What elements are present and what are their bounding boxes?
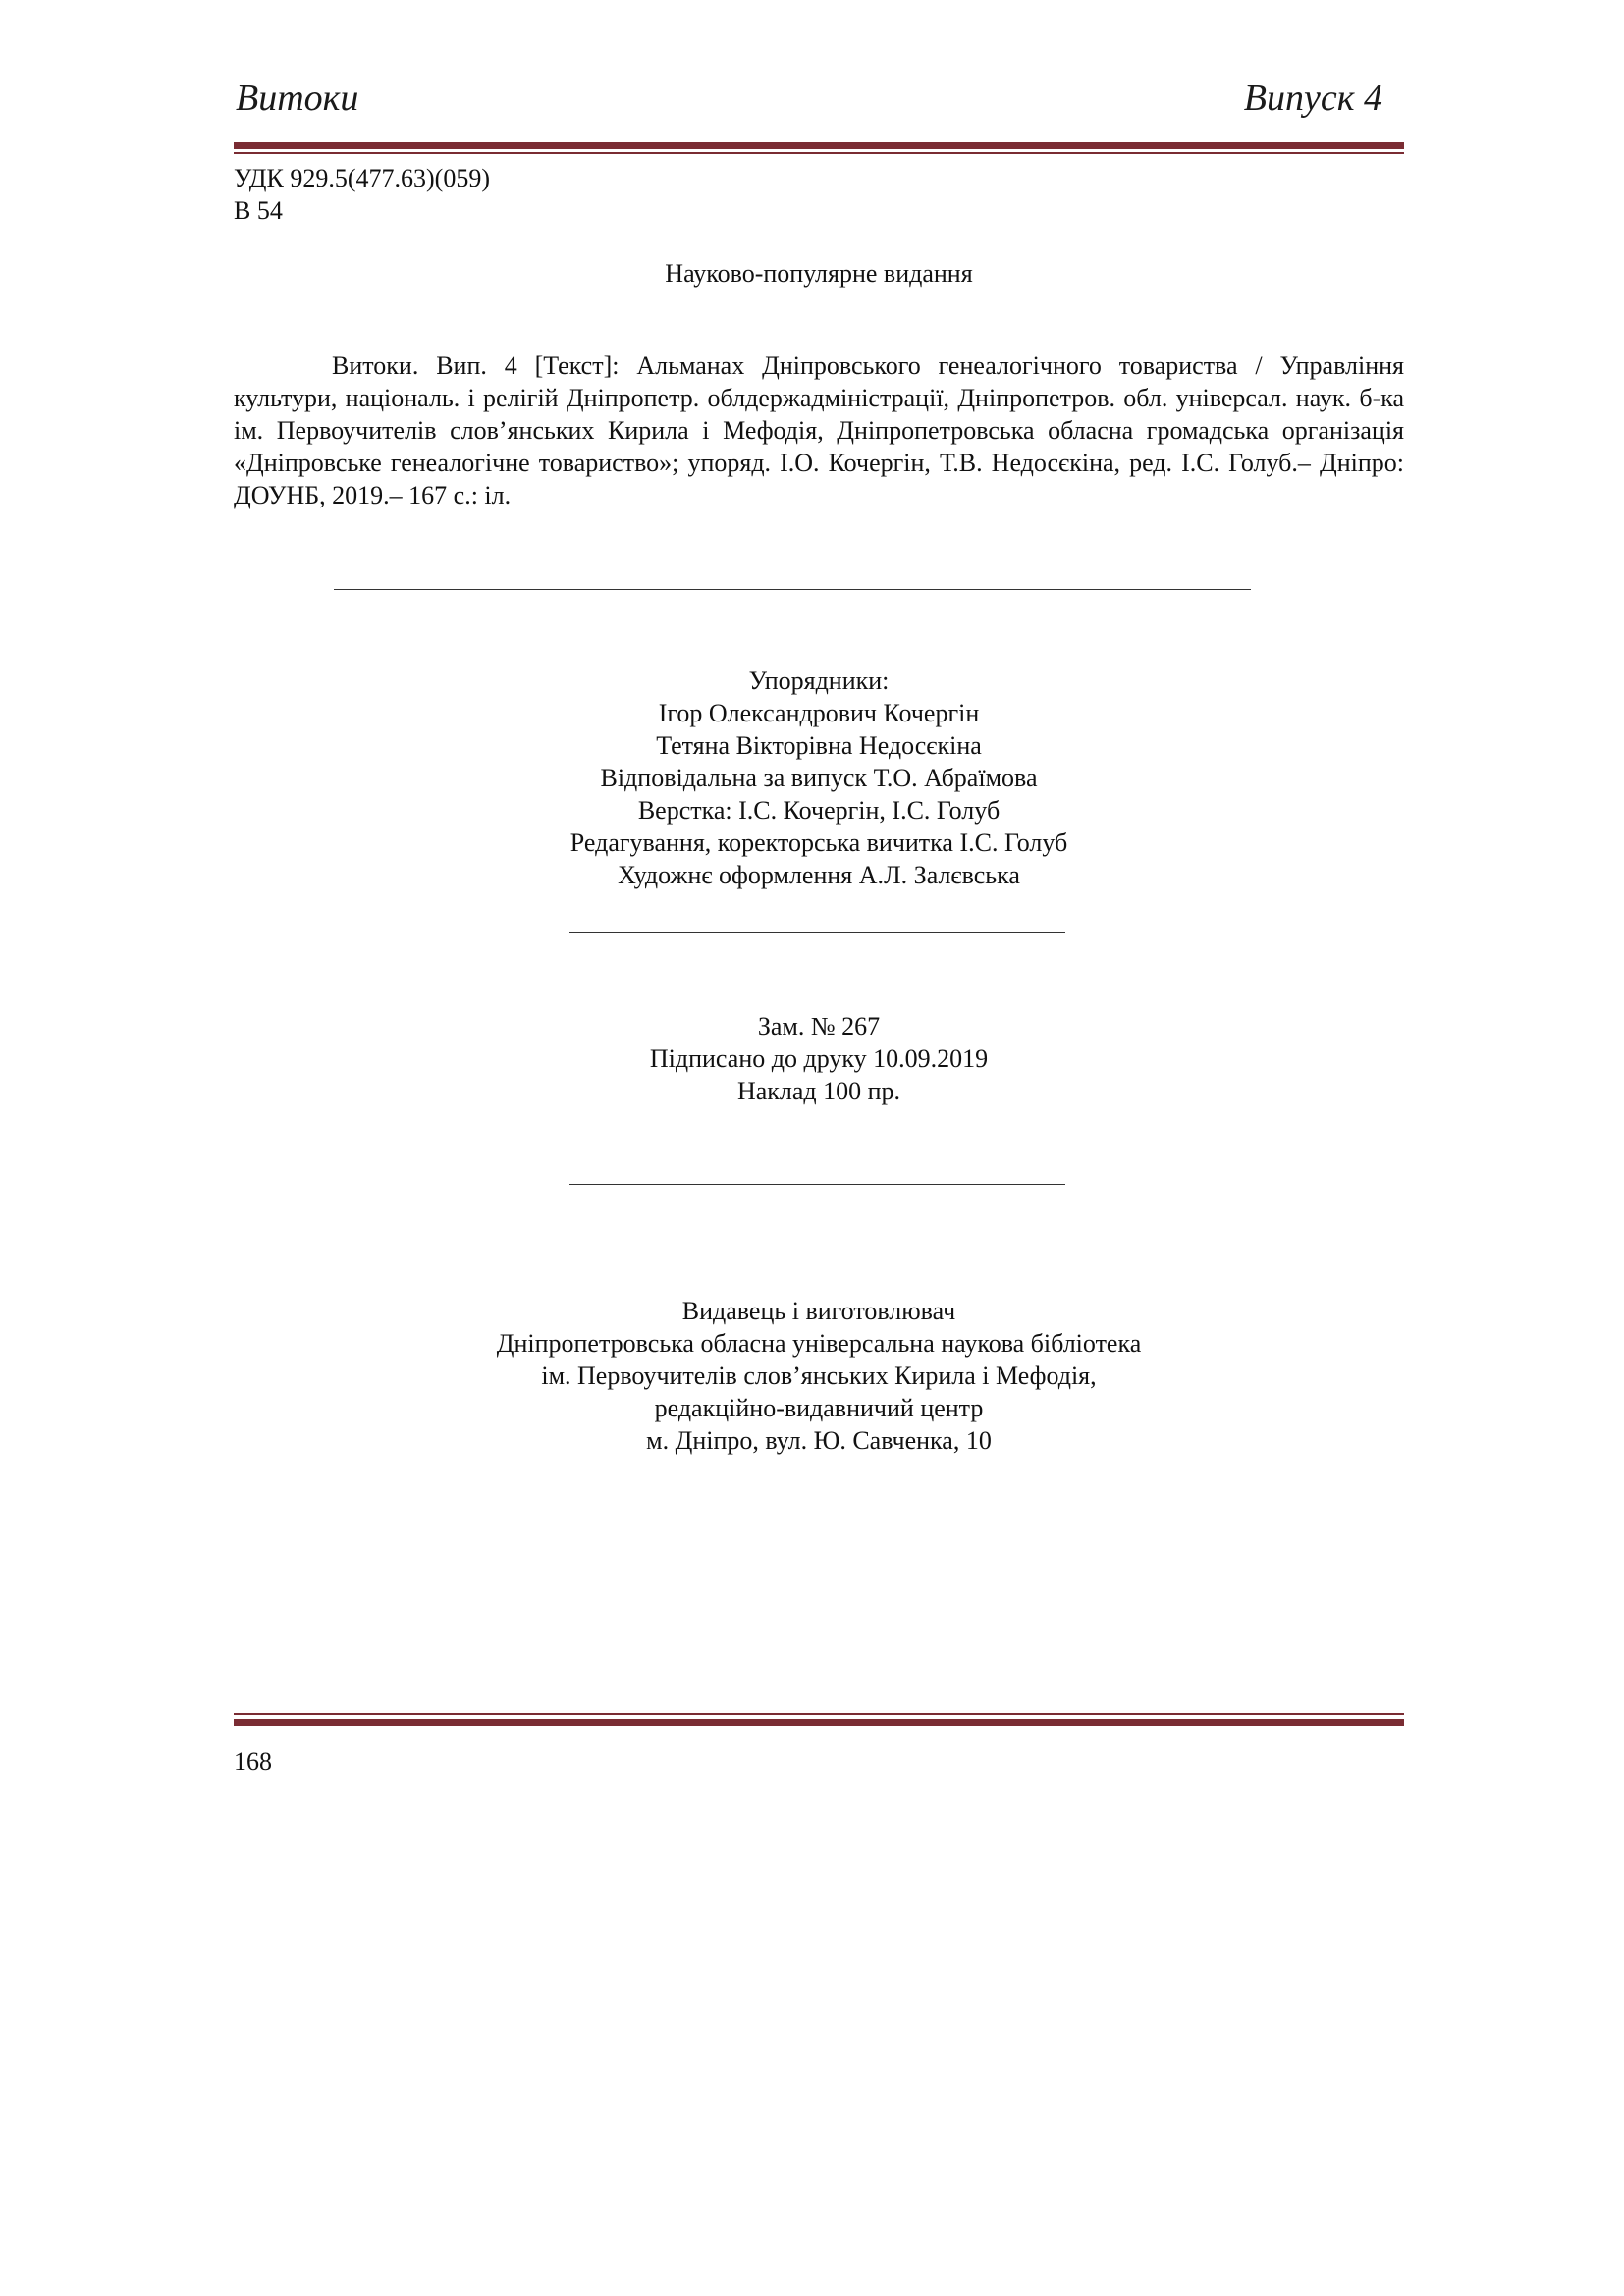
print-run: Наклад 100 пр.	[736, 1077, 901, 1105]
running-header-issue: Випуск 4	[1243, 78, 1382, 119]
publisher-line: ім. Первоучителів слов’янських Кирила і Мефодія,	[541, 1362, 1097, 1390]
credits-heading: Упорядники:	[748, 667, 890, 695]
footer-rule-thin	[234, 1713, 1404, 1715]
publisher-address: м. Дніпро, вул. Ю. Савченка, 10	[646, 1426, 992, 1455]
header-rule-thin	[234, 152, 1404, 154]
divider-short	[569, 932, 1065, 933]
credits-line: Художнє оформлення А.Л. Залєвська	[618, 861, 1020, 889]
bibliographic-record: Витоки. Вип. 4 [Текст]: Альманах Дніпровського генеалогічного товариства / Управління культури, національ. і релігій Дніпропетр. облдержадміністрації, Дніпропетров. обл. універсал. наук. б-ка ім. Первоучителів слов’янських Кирила і Мефодія, Дніпропетровська обласна громадська організація «Дніпровське генеалогічне товариство»; упоряд. І.О. Кочергін, Т.В. Недосєкіна, ред. І.С. Голуб.– Дніпро: ДОУНБ, 2019.– 167 с.: іл.	[234, 351, 1404, 509]
credits-line: Редагування, коректорська вичитка І.С. Голуб	[569, 828, 1068, 857]
signed-to-print: Підписано до друку 10.09.2019	[649, 1044, 989, 1073]
credits-line: Ігор Олександрович Кочергін	[658, 699, 980, 727]
running-header-title: Витоки	[236, 78, 359, 119]
header-rule-thick	[234, 142, 1404, 149]
credits-block	[234, 665, 1404, 891]
credits-line: Відповідальна за випуск Т.О. Абраїмова	[600, 764, 1038, 792]
publisher-block	[234, 1295, 1404, 1457]
divider-long	[334, 589, 1251, 590]
publisher-line: редакційно-видавничий центр	[654, 1394, 984, 1422]
print-info-block	[234, 1010, 1404, 1107]
credits-line: Верстка: І.С. Кочергін, І.С. Голуб	[637, 796, 1001, 825]
udc-code: УДК 929.5(477.63)(059)	[234, 164, 490, 192]
credits-line: Тетяна Вікторівна Недосєкіна	[656, 731, 982, 760]
publisher-line: Дніпропетровська обласна універсальна наукова бібліотека	[496, 1329, 1142, 1358]
edition-type: Науково-популярне видання	[665, 259, 973, 288]
udc-block	[234, 162, 490, 227]
footer-rule-thick	[234, 1719, 1404, 1726]
divider-short	[569, 1184, 1065, 1185]
order-number: Зам. № 267	[757, 1012, 881, 1041]
page-number: 168	[234, 1747, 272, 1776]
publisher-heading: Видавець і виготовлювач	[681, 1297, 956, 1325]
udc-index: В 54	[234, 196, 283, 225]
